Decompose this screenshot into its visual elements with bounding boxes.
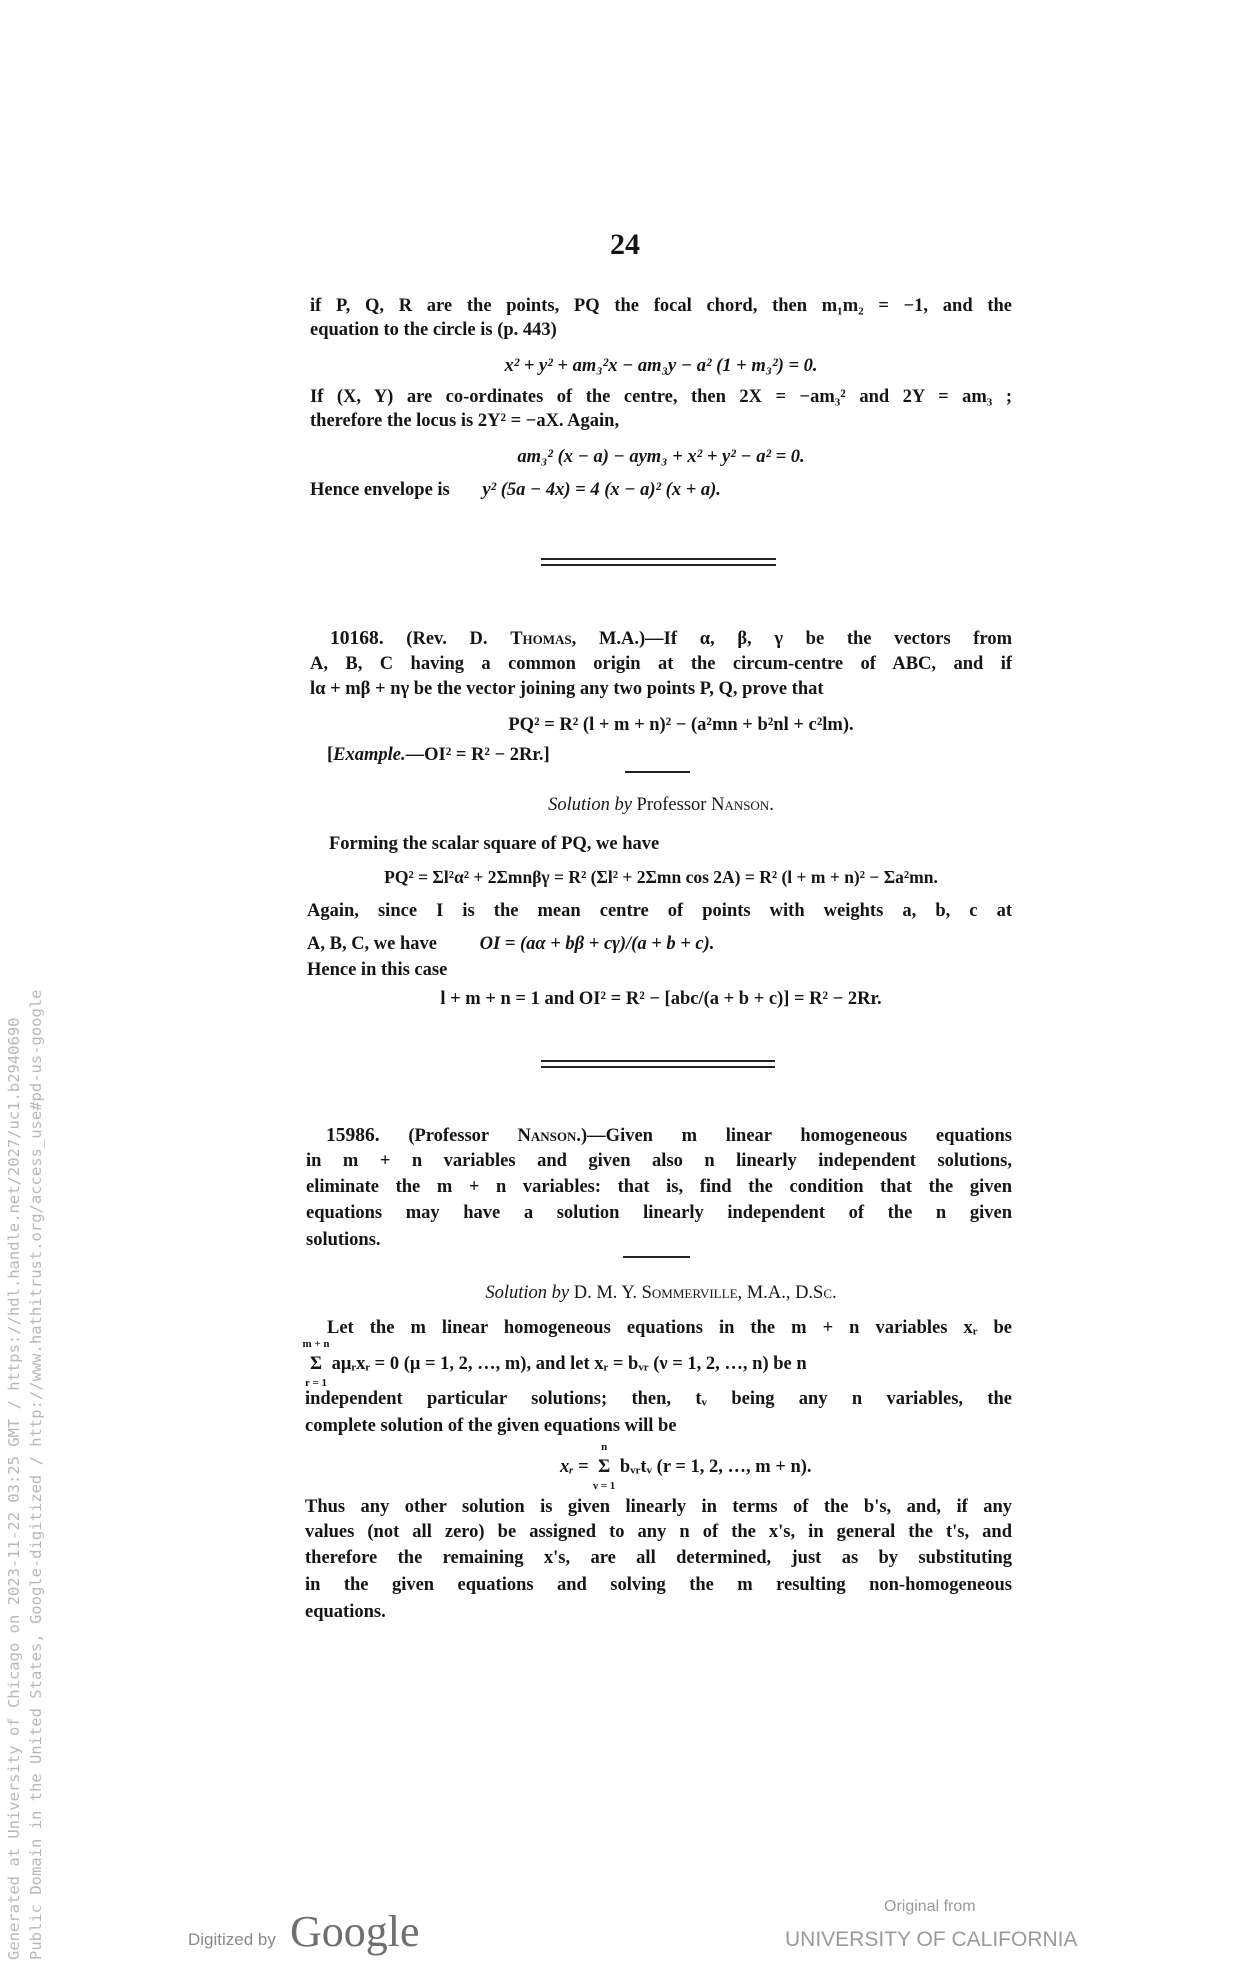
watermark-line: Public Domain in the United States, Google-digitized / http://www.hathitrust.org/access_use#pd-us-google xyxy=(27,989,45,1960)
text: (Professor xyxy=(408,1126,518,1146)
author-name: Thomas xyxy=(510,629,572,649)
solution-label: Solution by xyxy=(548,795,632,815)
text-line: independent particular solutions; then, tᵥ being any n variables, the xyxy=(305,1389,1012,1409)
question-number: 15986. xyxy=(326,1125,380,1146)
equation: l + m + n = 1 and OI² = R² − [abc/(a + b + c)] = R² − 2Rr. xyxy=(440,989,882,1009)
equation-rhs: bᵥᵣtᵥ (r = 1, 2, …, m + n). xyxy=(619,1457,812,1477)
text-line xyxy=(307,931,1009,957)
text: Hence envelope is xyxy=(310,480,450,500)
equation: y² (5a − 4x) = 4 (x − a)² (x + a). xyxy=(482,480,721,500)
sigma-symbol: Σ xyxy=(598,1457,611,1477)
equation-lhs: xᵣ = xyxy=(560,1457,594,1477)
equation: am₃² (x − a) − aym₃ + x² + y² − a² = 0. xyxy=(517,447,805,467)
text-line: Forming the scalar square of PQ, we have xyxy=(329,834,660,854)
text-line: therefore the remaining x's, are all determined, just as by substituting xyxy=(305,1548,1012,1568)
text-line: in m + n variables and given also n linearly independent solutions, xyxy=(306,1151,1012,1171)
google-logo: Google xyxy=(290,1907,420,1956)
text-line: Thus any other solution is given linearly in terms of the b's, and, if any xyxy=(305,1497,1012,1517)
text-line: equations may have a solution linearly independent of the n given xyxy=(306,1203,1012,1223)
short-rule xyxy=(623,1256,690,1258)
text-line: values (not all zero) be assigned to any n of the x's, in general the t's, and xyxy=(305,1522,1012,1542)
text: [ xyxy=(327,745,334,765)
double-rule-top xyxy=(541,558,776,560)
text: —OI² = R² − 2Rr.] xyxy=(405,745,550,765)
question-number: 10168. xyxy=(330,628,384,649)
question-heading xyxy=(326,1123,1012,1149)
sum-lower-limit: ν = 1 xyxy=(593,1480,616,1492)
author-name: Nanson xyxy=(517,1126,577,1146)
text: A, B, C, we have xyxy=(307,934,438,954)
text-line: eliminate the m + n variables: that is, find the condition that the given xyxy=(306,1177,1012,1197)
text-line: in the given equations and solving the m resulting non-homogeneous xyxy=(305,1575,1012,1595)
short-rule xyxy=(625,771,690,773)
watermark-line: Generated at University of Chicago on 2023-11-22 03:25 GMT / https://hdl.handle.net/2027/uc1.b2940690 xyxy=(5,1017,23,1960)
sum-upper-limit: n xyxy=(601,1441,608,1453)
sigma-symbol: Σ xyxy=(309,1354,323,1374)
text-line: solutions. xyxy=(306,1230,381,1250)
page-number: 24 xyxy=(610,228,640,261)
equation xyxy=(560,1441,1010,1492)
text: .)—Given m linear homogeneous equations xyxy=(576,1126,1012,1146)
text-line: Hence in this case xyxy=(307,960,448,980)
text-line: equations. xyxy=(305,1602,386,1622)
text: aμᵣxᵣ = 0 (μ = 1, 2, …, m), and let xᵣ = bᵥᵣ (ν = 1, 2, …, n) be n xyxy=(331,1354,807,1374)
sum-lower-limit: r = 1 xyxy=(305,1377,327,1389)
example-line xyxy=(327,742,1029,768)
solution-author: D. M. Y. Sommerville, M.A., D.Sc. xyxy=(569,1283,837,1303)
sum-upper-limit: m + n xyxy=(302,1338,330,1350)
text-line: A, B, C having a common origin at the circum-centre of ABC, and if xyxy=(310,654,1012,674)
equation: x² + y² + am₃²x − am₃y − a² (1 + m₃²) = 0. xyxy=(504,356,818,376)
equation: PQ² = Σl²α² + 2Σmnβγ = R² (Σl² + 2Σmn cos 2A) = R² (l + m + n)² − Σa²mn. xyxy=(384,867,938,887)
text-line: Let the m linear homogeneous equations in the m + n variables xᵣ be xyxy=(327,1318,1012,1338)
text-line: Again, since I is the mean centre of points with weights a, b, c at xyxy=(307,901,1012,921)
text-line: lα + mβ + nγ be the vector joining any two points P, Q, prove that xyxy=(310,679,824,699)
example-label: Example. xyxy=(333,745,406,765)
text: Professor xyxy=(631,795,712,815)
solution-heading xyxy=(310,792,1012,818)
text-line: if P, Q, R are the points, PQ the focal chord, then m₁m₂ = −1, and the xyxy=(310,296,1012,316)
hathitrust-watermark xyxy=(3,989,47,1960)
text: , M.A.)—If α, β, γ be the vectors from xyxy=(571,629,1012,649)
double-rule-bottom xyxy=(541,1066,775,1068)
digitized-by-label: Digitized by xyxy=(188,1930,276,1949)
question-heading xyxy=(330,626,1012,652)
equation: PQ² = R² (l + m + n)² − (a²mn + b²nl + c²lm). xyxy=(508,715,854,735)
double-rule-top xyxy=(541,1060,775,1062)
solution-heading xyxy=(310,1280,1012,1306)
text-line: If (X, Y) are co-ordinates of the centre, then 2X = −am₃² and 2Y = am₃ ; xyxy=(310,387,1012,407)
summation xyxy=(302,1338,330,1389)
text: (Rev. D. xyxy=(406,629,511,649)
equation: OI = (aα + bβ + cγ)/(a + b + c). xyxy=(479,934,715,954)
institution-label: UNIVERSITY OF CALIFORNIA xyxy=(785,1928,1078,1951)
double-rule-bottom xyxy=(541,564,776,566)
sum-line xyxy=(302,1338,1012,1389)
summation xyxy=(593,1441,616,1492)
text-line: complete solution of the given equations will be xyxy=(305,1416,677,1436)
text-line: therefore the locus is 2Y² = −aX. Again, xyxy=(310,411,620,431)
text-line xyxy=(310,477,1012,503)
text-line: equation to the circle is (p. 443) xyxy=(310,320,557,340)
solution-label: Solution by xyxy=(485,1283,570,1303)
original-from-label: Original from xyxy=(884,1898,976,1915)
solution-author: Nanson. xyxy=(711,795,774,815)
